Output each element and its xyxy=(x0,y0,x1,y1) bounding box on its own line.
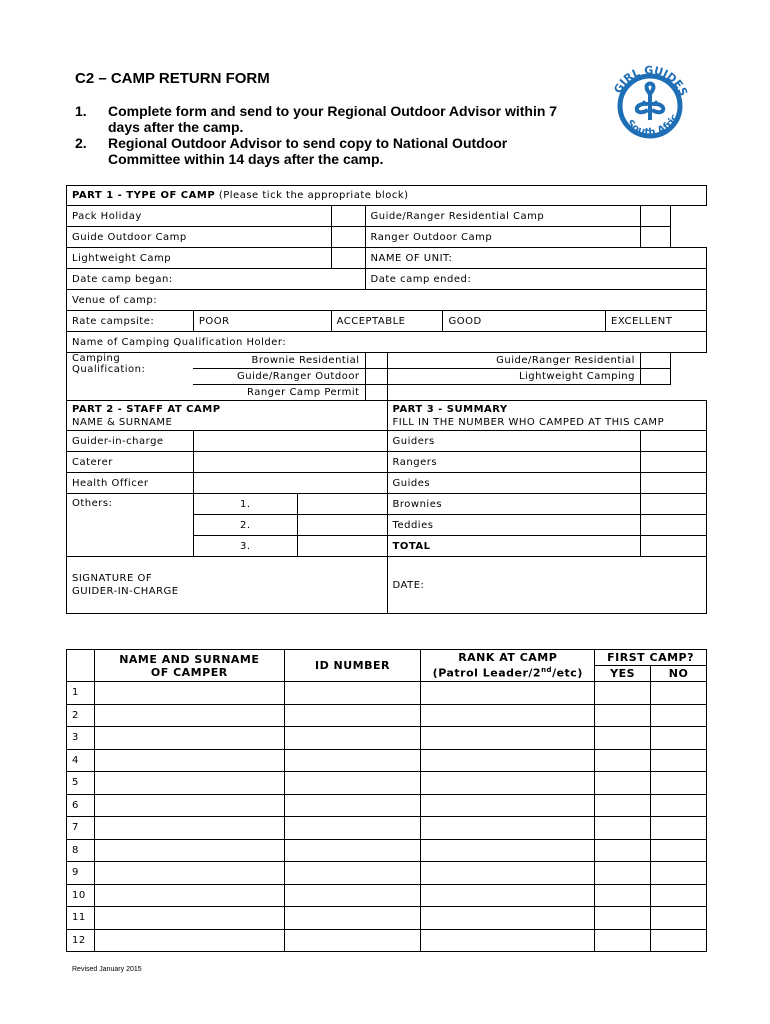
camper-id-cell[interactable] xyxy=(284,817,421,840)
camper-yes-cell[interactable] xyxy=(595,884,651,907)
guide-ranger-outdoor-label: Guide/Ranger Outdoor xyxy=(193,369,365,385)
signature-label-line2: GUIDER-IN-CHARGE xyxy=(72,586,179,597)
qualification-holder-field[interactable]: Name of Camping Qualification Holder: xyxy=(67,332,707,353)
camper-rank-cell[interactable] xyxy=(421,817,595,840)
camper-no-cell[interactable] xyxy=(651,862,707,885)
camper-row-number: 6 xyxy=(67,794,95,817)
girl-guides-logo xyxy=(608,58,692,150)
date-ended-field[interactable]: Date camp ended: xyxy=(365,269,706,290)
summary-brownies-field[interactable] xyxy=(640,494,706,515)
camper-yes-cell[interactable] xyxy=(595,727,651,750)
camper-row xyxy=(67,907,707,930)
camper-name-cell[interactable] xyxy=(94,907,284,930)
camper-id-cell[interactable] xyxy=(284,682,421,705)
rating-poor[interactable]: POOR xyxy=(193,311,331,332)
part3-heading: PART 3 - SUMMARY xyxy=(392,403,508,415)
camper-row-number: 7 xyxy=(67,817,95,840)
camper-no-cell[interactable] xyxy=(651,839,707,862)
camper-name-cell[interactable] xyxy=(94,704,284,727)
lightweight-camp-checkbox[interactable] xyxy=(331,248,365,269)
rating-acceptable[interactable]: ACCEPTABLE xyxy=(331,311,443,332)
camper-id-cell[interactable] xyxy=(284,727,421,750)
summary-teddies-label: Teddies xyxy=(387,515,640,536)
guider-in-charge-field[interactable] xyxy=(193,431,387,452)
camper-rank-cell[interactable] xyxy=(421,749,595,772)
camper-no-cell[interactable] xyxy=(651,727,707,750)
guide-ranger-residential-checkbox[interactable] xyxy=(640,353,670,369)
part3-subheading: FILL IN THE NUMBER WHO CAMPED AT THIS CAMP xyxy=(392,416,665,428)
date-field[interactable]: DATE: xyxy=(387,557,706,614)
camper-row-number: 8 xyxy=(67,839,95,862)
camper-rank-cell[interactable] xyxy=(421,772,595,795)
lightweight-camp-label: Lightweight Camp xyxy=(67,248,332,269)
camper-id-cell[interactable] xyxy=(284,839,421,862)
part1-heading-row xyxy=(67,186,707,206)
camper-row xyxy=(67,884,707,907)
campers-header-row xyxy=(67,650,707,666)
summary-total-field[interactable] xyxy=(640,536,706,557)
col-yes-header: YES xyxy=(595,666,651,682)
camper-name-cell[interactable] xyxy=(94,929,284,952)
health-officer-field[interactable] xyxy=(193,473,387,494)
camper-row-number: 10 xyxy=(67,884,95,907)
form-title: C2 – CAMP RETURN FORM xyxy=(75,70,270,87)
col-name-header xyxy=(94,650,284,682)
camper-yes-cell[interactable] xyxy=(595,862,651,885)
signature-label-line1: SIGNATURE OF xyxy=(72,573,153,584)
camper-row xyxy=(67,772,707,795)
camper-row-number: 12 xyxy=(67,929,95,952)
rate-campsite-label: Rate campsite: xyxy=(67,311,194,332)
others-number-2: 2. xyxy=(193,515,297,536)
camper-id-cell[interactable] xyxy=(284,862,421,885)
instruction-2 xyxy=(75,135,568,167)
camper-no-cell[interactable] xyxy=(651,929,707,952)
guide-ranger-residential-camp-label: Guide/Ranger Residential Camp xyxy=(365,206,640,227)
instructions xyxy=(75,103,568,167)
signature-field[interactable] xyxy=(67,557,388,614)
part2-subheading: NAME & SURNAME xyxy=(72,416,173,428)
guide-ranger-outdoor-checkbox[interactable] xyxy=(365,369,387,385)
svg-text:South Africa: South Afric xyxy=(623,112,681,139)
camper-rank-cell[interactable] xyxy=(421,704,595,727)
camper-yes-cell[interactable] xyxy=(595,704,651,727)
part1-heading: PART 1 - TYPE OF CAMP xyxy=(72,190,216,201)
camper-name-cell[interactable] xyxy=(94,749,284,772)
summary-guides-label: Guides xyxy=(387,473,640,494)
camper-no-cell[interactable] xyxy=(651,884,707,907)
camper-name-cell[interactable] xyxy=(94,794,284,817)
instruction-number: 1. xyxy=(75,103,87,119)
camper-no-cell[interactable] xyxy=(651,794,707,817)
camper-rank-cell[interactable] xyxy=(421,839,595,862)
ranger-camp-permit-label: Ranger Camp Permit xyxy=(193,385,365,401)
camper-row xyxy=(67,839,707,862)
camper-no-cell[interactable] xyxy=(651,907,707,930)
col-rank-line2-pre: (Patrol Leader/2 xyxy=(432,666,542,680)
camper-rank-cell[interactable] xyxy=(421,682,595,705)
brownie-residential-label: Brownie Residential xyxy=(193,353,365,369)
camper-row xyxy=(67,682,707,705)
guide-outdoor-camp-label: Guide Outdoor Camp xyxy=(67,227,332,248)
date-began-field[interactable]: Date camp began: xyxy=(67,269,366,290)
others-number-1: 1. xyxy=(193,494,297,515)
pack-holiday-checkbox[interactable] xyxy=(331,206,365,227)
col-rank-header xyxy=(421,650,595,682)
col-rank-line2 xyxy=(424,664,591,680)
camper-no-cell[interactable] xyxy=(651,682,707,705)
camper-rank-cell[interactable] xyxy=(421,794,595,817)
col-rank-line1: RANK AT CAMP xyxy=(458,651,558,665)
camper-no-cell[interactable] xyxy=(651,704,707,727)
name-of-unit-field[interactable]: NAME OF UNIT: xyxy=(365,248,706,269)
ranger-outdoor-camp-label: Ranger Outdoor Camp xyxy=(365,227,640,248)
camper-id-cell[interactable] xyxy=(284,772,421,795)
camper-id-cell[interactable] xyxy=(284,704,421,727)
camper-id-cell[interactable] xyxy=(284,749,421,772)
camper-row xyxy=(67,749,707,772)
camper-name-cell[interactable] xyxy=(94,884,284,907)
pack-holiday-label: Pack Holiday xyxy=(67,206,332,227)
summary-total-label: TOTAL xyxy=(387,536,640,557)
others-field-1[interactable] xyxy=(297,494,387,515)
col-name-line1: NAME AND SURNAME xyxy=(119,652,260,666)
camper-rank-cell[interactable] xyxy=(421,884,595,907)
instruction-text: Complete form and send to your Regional Outdoor Advisor within 7 days after the camp. xyxy=(108,103,558,135)
camper-row xyxy=(67,817,707,840)
venue-field[interactable]: Venue of camp: xyxy=(67,290,707,311)
camper-name-cell[interactable] xyxy=(94,862,284,885)
summary-guides-field[interactable] xyxy=(640,473,706,494)
col-rank-line2-post: /etc) xyxy=(552,666,583,680)
col-no-header: NO xyxy=(651,666,707,682)
lightweight-camping-checkbox[interactable] xyxy=(640,369,670,385)
svg-text:GIRL GUIDES: GIRL GUIDES xyxy=(611,63,691,99)
summary-guiders-label: Guiders xyxy=(387,431,640,452)
camper-name-cell[interactable] xyxy=(94,772,284,795)
camper-id-cell[interactable] xyxy=(284,907,421,930)
summary-rangers-field[interactable] xyxy=(640,452,706,473)
camper-row-number: 1 xyxy=(67,682,95,705)
brownie-residential-checkbox[interactable] xyxy=(365,353,387,369)
camper-row xyxy=(67,727,707,750)
camper-row xyxy=(67,929,707,952)
camper-id-cell[interactable] xyxy=(284,929,421,952)
guide-ranger-residential-camp-checkbox[interactable] xyxy=(640,206,670,227)
camper-name-cell[interactable] xyxy=(94,727,284,750)
camper-yes-cell[interactable] xyxy=(595,839,651,862)
instruction-text: Regional Outdoor Advisor to send copy to National Outdoor Committee within 14 days after the camp. xyxy=(108,135,508,167)
caterer-label: Caterer xyxy=(67,452,194,473)
guider-in-charge-label: Guider-in-charge xyxy=(67,431,194,452)
camper-row-number: 4 xyxy=(67,749,95,772)
camper-row xyxy=(67,704,707,727)
col-id-header: ID NUMBER xyxy=(284,650,421,682)
summary-brownies-label: Brownies xyxy=(387,494,640,515)
guide-outdoor-camp-checkbox[interactable] xyxy=(331,227,365,248)
lightweight-camping-label: Lightweight Camping xyxy=(387,369,640,385)
trefoil-icon xyxy=(637,84,664,121)
camper-row xyxy=(67,862,707,885)
camper-yes-cell[interactable] xyxy=(595,772,651,795)
col-first-camp-header: FIRST CAMP? xyxy=(595,650,707,666)
others-field-3[interactable] xyxy=(297,536,387,557)
ranger-camp-permit-checkbox[interactable] xyxy=(365,385,387,401)
camper-name-cell[interactable] xyxy=(94,817,284,840)
camper-yes-cell[interactable] xyxy=(595,929,651,952)
guide-ranger-residential-label: Guide/Ranger Residential xyxy=(387,353,640,369)
camper-row-number: 9 xyxy=(67,862,95,885)
ranger-outdoor-camp-checkbox[interactable] xyxy=(640,227,670,248)
camper-id-cell[interactable] xyxy=(284,794,421,817)
camper-name-cell[interactable] xyxy=(94,682,284,705)
col-name-line2: OF CAMPER xyxy=(150,665,228,679)
others-label: Others: xyxy=(67,494,194,557)
camper-yes-cell[interactable] xyxy=(595,907,651,930)
rating-good[interactable]: GOOD xyxy=(443,311,606,332)
camper-name-cell[interactable] xyxy=(94,839,284,862)
others-number-3: 3. xyxy=(193,536,297,557)
camper-rank-cell[interactable] xyxy=(421,727,595,750)
camper-rank-cell[interactable] xyxy=(421,862,595,885)
summary-rangers-label: Rangers xyxy=(387,452,640,473)
col-rank-sup: nd xyxy=(541,666,553,675)
revised-note: Revised January 2015 xyxy=(72,966,142,973)
camping-qualification-label: Camping Qualification: xyxy=(67,353,194,401)
camper-rank-cell[interactable] xyxy=(421,907,595,930)
others-field-2[interactable] xyxy=(297,515,387,536)
camper-row-number: 5 xyxy=(67,772,95,795)
camper-yes-cell[interactable] xyxy=(595,794,651,817)
part1-heading-note: (Please tick the appropriate block) xyxy=(218,190,409,201)
instruction-number: 2. xyxy=(75,135,87,151)
camper-id-cell[interactable] xyxy=(284,884,421,907)
camper-row xyxy=(67,794,707,817)
part2-heading: PART 2 - STAFF AT CAMP xyxy=(72,403,221,415)
camper-yes-cell[interactable] xyxy=(595,749,651,772)
camper-no-cell[interactable] xyxy=(651,817,707,840)
health-officer-label: Health Officer xyxy=(67,473,194,494)
camper-row-number: 3 xyxy=(67,727,95,750)
summary-guiders-field[interactable] xyxy=(640,431,706,452)
camper-no-cell[interactable] xyxy=(651,772,707,795)
summary-teddies-field[interactable] xyxy=(640,515,706,536)
rating-excellent[interactable]: EXCELLENT xyxy=(606,311,707,332)
campers-table xyxy=(66,649,707,952)
camper-yes-cell[interactable] xyxy=(595,682,651,705)
camper-yes-cell[interactable] xyxy=(595,817,651,840)
caterer-field[interactable] xyxy=(193,452,387,473)
camp-return-table xyxy=(66,185,707,614)
camper-rank-cell[interactable] xyxy=(421,929,595,952)
camper-row-number: 2 xyxy=(67,704,95,727)
camper-row-number: 11 xyxy=(67,907,95,930)
camper-no-cell[interactable] xyxy=(651,749,707,772)
instruction-1 xyxy=(75,103,568,135)
